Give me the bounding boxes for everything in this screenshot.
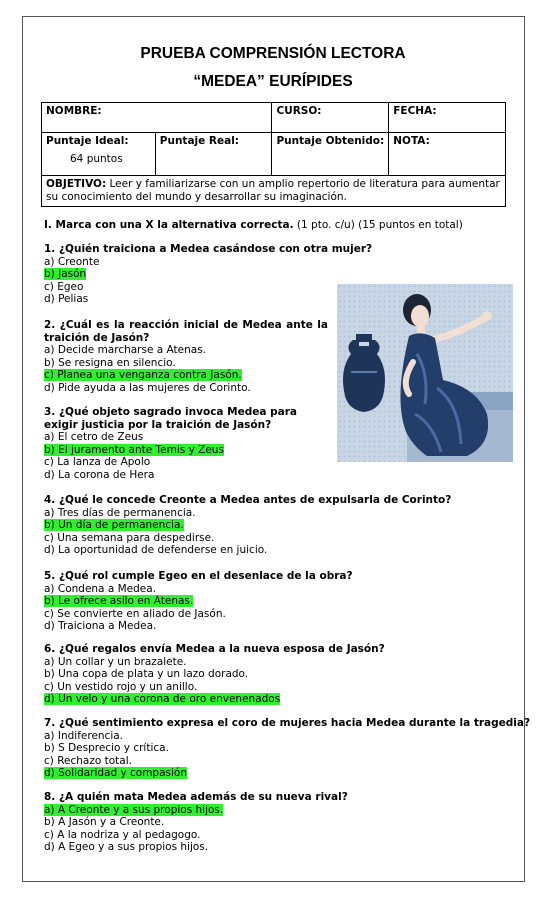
option-b[interactable]: b) El juramento ante Temis y Zeus [44,443,224,456]
option-d[interactable]: d) Un velo y una corona de oro envenenados [44,693,281,706]
option-c[interactable]: c) Una semana para despedirse. [44,531,215,544]
option-a[interactable]: a) Decide marcharse a Atenas. [44,344,207,357]
puntaje-obtenido-field[interactable]: Puntaje Obtenido: [272,133,389,176]
student-info-table [41,102,506,207]
question-1 [44,243,372,306]
question-text: 7. ¿Qué sentimiento expresa el coro de mujeres hacia Medea durante la tragedia? [44,717,531,729]
option-a[interactable]: a) Creonte [44,255,100,268]
curso-field[interactable]: CURSO: [272,103,389,133]
option-d[interactable]: d) Traiciona a Medea. [44,620,157,633]
question-text: 1. ¿Quién traiciona a Medea casándose con otra mujer? [44,243,373,255]
question-3 [44,406,328,482]
option-d[interactable]: d) La corona de Hera [44,468,155,481]
option-c[interactable]: c) Un vestido rojo y un anillo. [44,680,198,693]
medea-illustration [337,284,513,462]
question-text: 3. ¿Qué objeto sagrado invoca Medea para exigir justicia por la traición de Jasón? [44,406,297,431]
puntaje-real-field[interactable]: Puntaje Real: [155,133,272,176]
option-a[interactable]: a) A Creonte y a sus propios hijos. [44,803,224,816]
objetivo-text: Leer y familiarizarse con un amplio repertorio de literatura para aumentar su conocimiento del mundo y desarrollar su imaginación. [46,178,500,203]
puntaje-ideal-label: Puntaje Ideal: [46,135,129,147]
option-a[interactable]: a) Indiferencia. [44,729,124,742]
option-c[interactable]: c) Planea una venganza contra Jasón. [44,369,242,382]
option-b[interactable]: b) Se resigna en silencio. [44,356,176,369]
question-text: 8. ¿A quién mata Medea además de su nueva rival? [44,791,348,803]
question-text: 4. ¿Qué le concede Creonte a Medea antes de expulsarla de Corinto? [44,494,452,506]
question-text: 5. ¿Qué rol cumple Egeo en el desenlace de la obra? [44,570,353,582]
option-b[interactable]: b) A Jasón y a Creonte. [44,816,165,829]
option-a[interactable]: a) El cetro de Zeus [44,431,144,444]
question-7 [44,717,530,780]
question-5 [44,570,353,633]
option-b[interactable]: b) Jasón [44,268,87,281]
option-d[interactable]: d) Pide ayuda a las mujeres de Corinto. [44,381,251,394]
question-4 [44,494,451,557]
option-b[interactable]: b) S Desprecio y crítica. [44,742,169,755]
question-2 [44,319,328,395]
instruction-bold: I. Marca con una X la alternativa correcta. [44,219,294,231]
option-a[interactable]: a) Condena a Medea. [44,582,157,595]
puntaje-ideal-value: 64 puntos [70,153,123,165]
objetivo-cell [42,176,506,207]
option-c[interactable]: c) A la nodriza y al pedagogo. [44,828,201,841]
option-b[interactable]: b) Le ofrece asilo en Atenas. [44,595,194,608]
question-6 [44,643,385,706]
nota-field[interactable]: NOTA: [389,133,506,176]
nombre-field[interactable]: NOMBRE: [42,103,272,133]
option-d[interactable]: d) Pelias [44,293,89,306]
page-subtitle: “MEDEA” EURÍPIDES [193,73,353,90]
option-a[interactable]: a) Un collar y un brazalete. [44,655,187,668]
option-c[interactable]: c) Se convierte en aliado de Jasón. [44,607,226,620]
option-c[interactable]: c) La lanza de Apolo [44,456,151,469]
option-b[interactable]: b) Una copa de plata y un lazo dorado. [44,668,249,681]
page-title: PRUEBA COMPRENSIÓN LECTORA [140,45,406,62]
objetivo-label: OBJETIVO: [46,178,107,190]
question-text: 6. ¿Qué regalos envía Medea a la nueva esposa de Jasón? [44,643,385,655]
option-a[interactable]: a) Tres días de permanencia. [44,506,196,519]
question-text: 2. ¿Cuál es la reacción inicial de Medea ante la traición de Jasón? [44,319,328,344]
option-d[interactable]: d) La oportunidad de defenderse en juicio. [44,544,268,557]
option-d[interactable]: d) Solidaridad y compasión [44,767,188,780]
section-instruction [44,219,463,231]
option-c[interactable]: c) Egeo [44,280,84,293]
puntaje-ideal-cell [42,133,156,176]
option-c[interactable]: c) Rechazo total. [44,754,132,767]
question-8 [44,791,348,854]
option-b[interactable]: b) Un día de permanencia. [44,519,184,532]
option-d[interactable]: d) A Egeo y a sus propios hijos. [44,841,209,854]
instruction-rest: (1 pto. c/u) (15 puntos en total) [293,219,463,231]
fecha-field[interactable]: FECHA: [389,103,506,133]
